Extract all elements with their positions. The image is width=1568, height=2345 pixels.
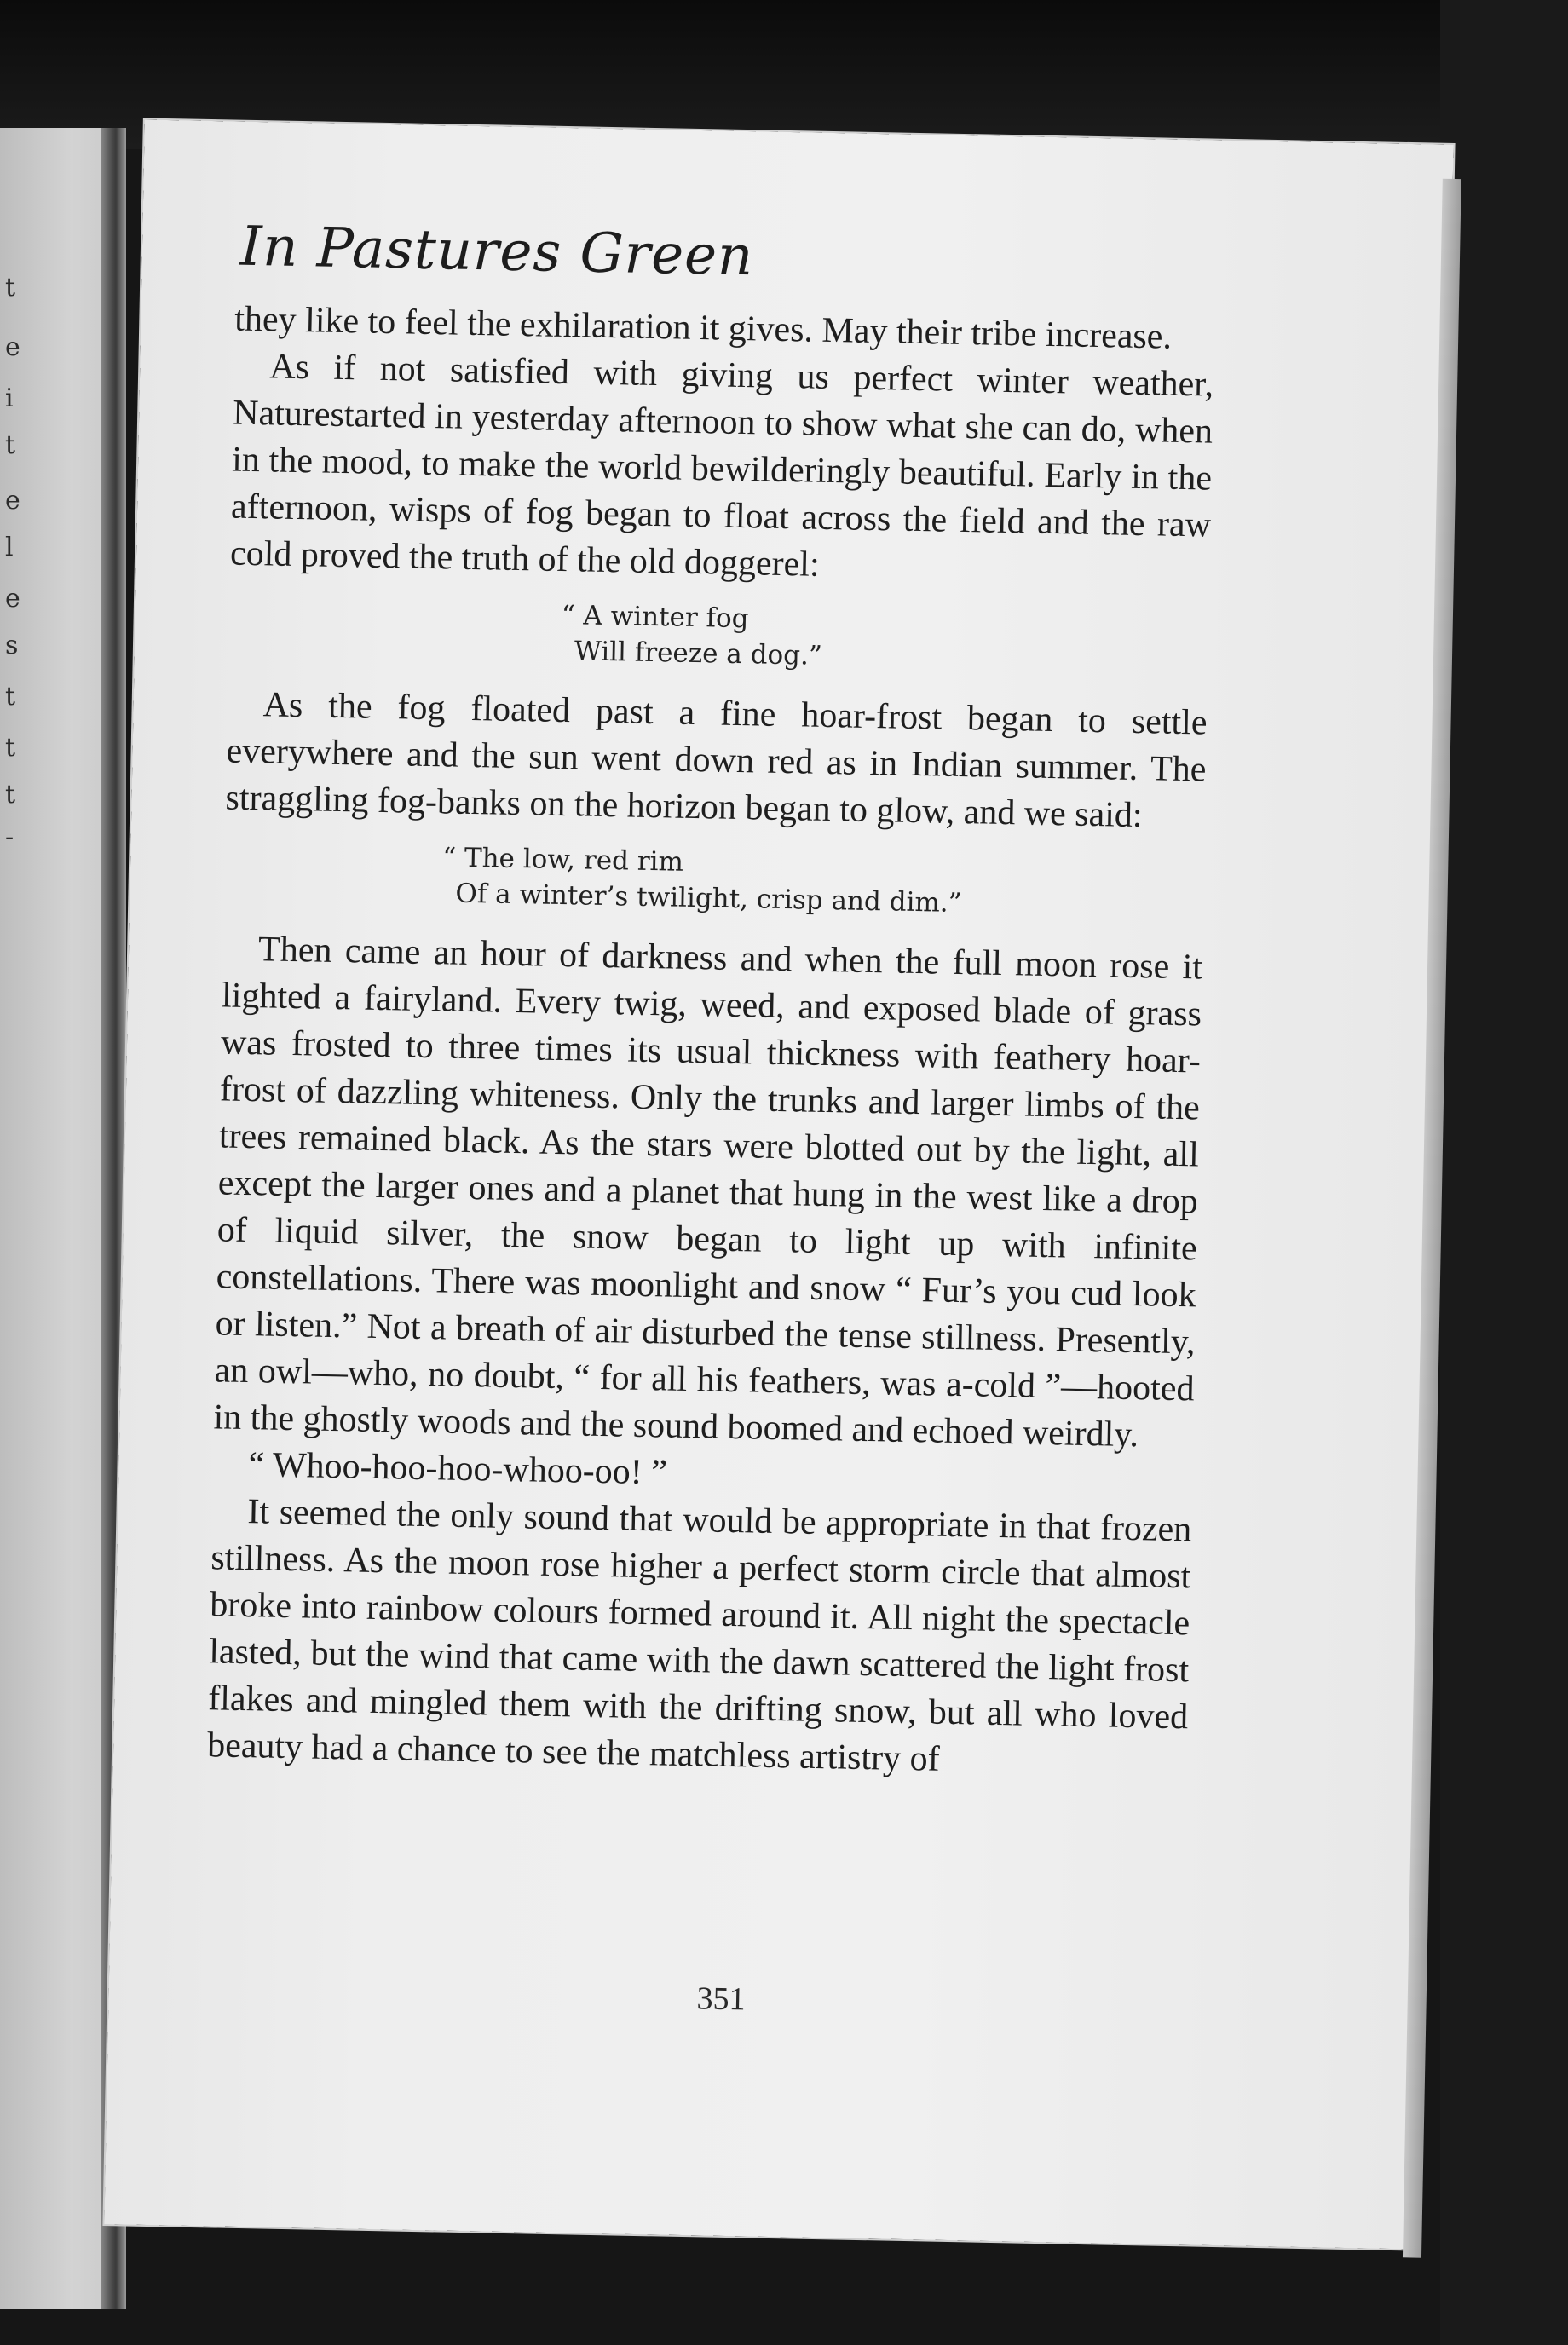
verse-quotation xyxy=(223,835,1204,925)
paragraph: It seemed the only sound that would be appropriate in that frozen stillness. As the moon rose higher a perfect storm circle that almost broke into rainbow colours formed around it. All night the spectacle lasted, but the wind that came with the dawn scattered the light frost flakes and mingled them with the drifting snow, but all who loved beauty had a chance to see the matchless artistry of xyxy=(206,1492,1192,1779)
facing-page-char: l xyxy=(5,533,14,562)
verse-line: “ A winter fog xyxy=(561,599,749,635)
facing-page-char: e xyxy=(5,486,20,516)
verse-line: Will freeze a dog.” xyxy=(574,636,823,671)
verse-line: Of a winter’s twilight, crisp and dim.” xyxy=(455,878,962,919)
paragraph: “ Whoo-hoo-hoo-whoo-oo! ” xyxy=(248,1445,668,1493)
facing-page-char: e xyxy=(5,332,20,362)
facing-page-char: t xyxy=(5,682,16,712)
page-number: 351 xyxy=(696,1980,747,2018)
facing-page-char: t xyxy=(5,273,16,302)
scanner-backdrop-right xyxy=(1440,0,1568,2345)
facing-page-char: e xyxy=(5,584,20,614)
running-head: In Pastures Green xyxy=(239,215,754,289)
page-body xyxy=(207,297,1215,1789)
facing-page-char: s xyxy=(5,631,19,660)
verse-quotation xyxy=(228,591,1209,681)
paragraph: As the fog floated past a fine hoar-frost began to settle everywhere and the sun went down red as in Indian summer. The straggling fog-banks on the horizon began to glow, and we said: xyxy=(225,685,1208,836)
verse-line: “ The low, red rim xyxy=(441,842,684,878)
paragraph: they like to feel the exhilaration it gives. May their tribe increase. xyxy=(233,299,1173,357)
book-page xyxy=(104,119,1453,2249)
facing-page-char: t xyxy=(5,780,16,810)
paragraph: Then came an hour of darkness and when the full moon rose it lighted a fairyland. Every twig, weed, and exposed blade of grass was frosted to three times its usual thickness with feathery hoar-frost of dazzling whiteness. Only the trunks and larger limbs of the trees remained black. As the stars were blotted out by the light, all except the larger ones and a planet that hung in the west like a drop of liquid silver, the snow began to light up with infinite constellations. There was moonlight and snow “ Fur’s you cud look or listen.” Not a breath of air disturbed the tense stillness. Presently, an owl—who, no doubt, “ for all his feathers, was a-cold ”—hooted in the ghostly woods and the sound boomed and echoed weirdly. xyxy=(213,930,1203,1455)
facing-page-char: - xyxy=(5,822,14,852)
paragraph: As if not satisfied with giving us perfect winter weather, Naturestarted in yesterday afternoon to show what she can do, when in the mood, to make the world bewilderingly beautiful. Early in the afternoon, wisps of fog began to float across the field and the raw cold proved the truth of the old doggerel: xyxy=(229,347,1214,585)
facing-page-char: t xyxy=(5,430,16,460)
facing-page-char: i xyxy=(5,383,14,413)
facing-page-char: t xyxy=(5,733,16,763)
